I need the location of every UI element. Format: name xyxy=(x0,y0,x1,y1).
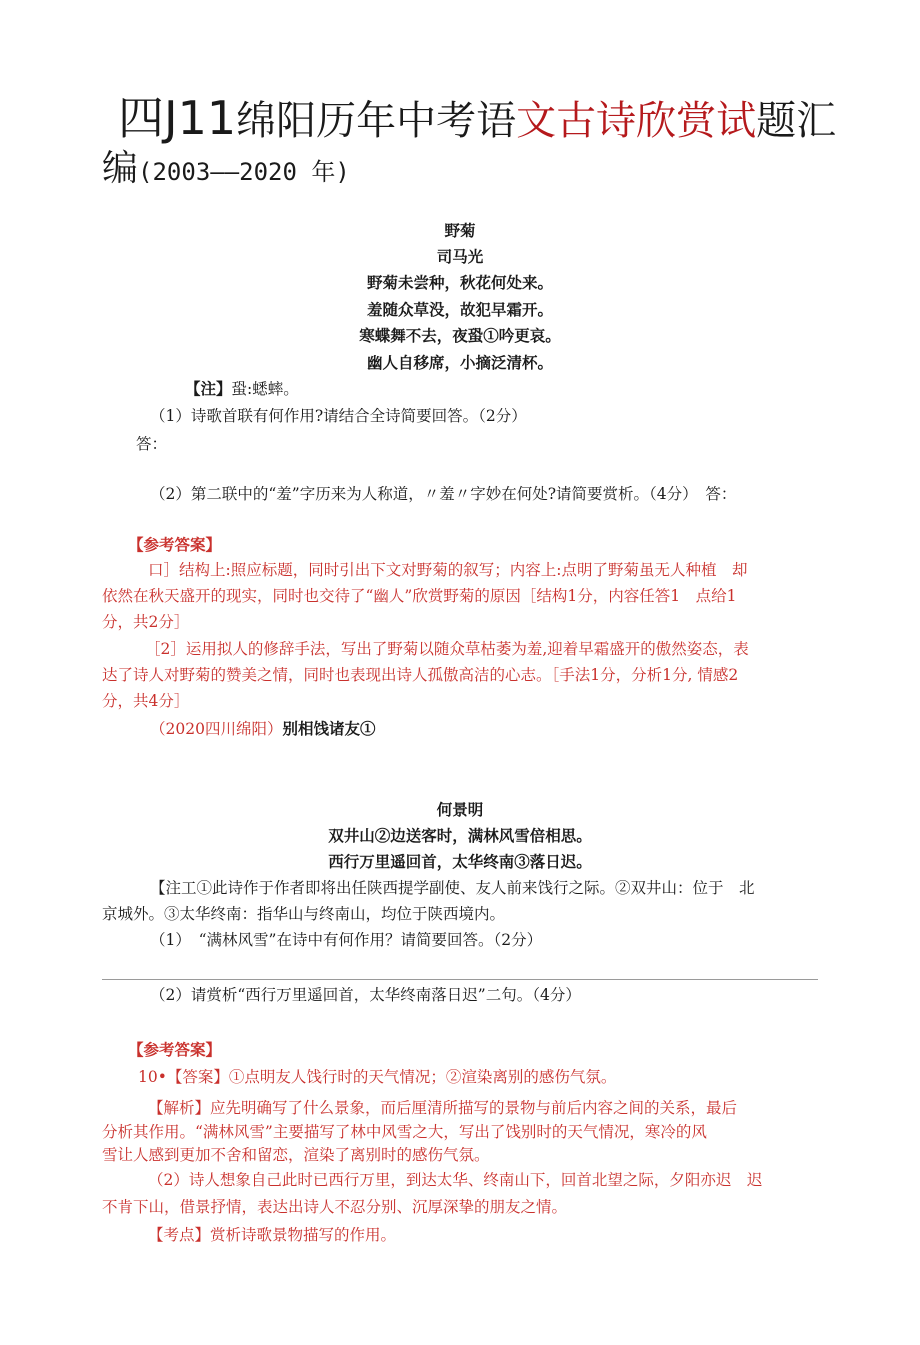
poem1-line-3: 寒蝶舞不去，夜蛩①吟更哀。 xyxy=(359,326,561,345)
poem2-note-line-1: 【注工①此诗作于作者即将出任陕西提学副使、友人前来饯行之际。②双井山：位于 北 xyxy=(150,879,755,897)
poem2-answer-1: 10•【答案】①点明友人饯行时的天气情况；②渲染离别的感伤气氛。 xyxy=(138,1068,617,1086)
poem2-note-line-2: 京城外。③太华终南：指华山与终南山，均位于陕西境内。 xyxy=(102,905,506,923)
poem1-line-1: 野菊未尝种，秋花何处来。 xyxy=(366,273,553,292)
poem2-title: 别相饯诸友① xyxy=(282,719,376,738)
poem2-question-2: （2）请赏析“西行万里遥回首，太华终南落日迟”二句。（4分） xyxy=(150,986,581,1004)
poem1-reference-label: 【参考答案】 xyxy=(128,535,222,554)
poem1-answer-1-line-2: 依然在秋天盛开的现实，同时也交待了“幽人”欣赏野菊的原因［结构1分，内容任答1 点给1 xyxy=(102,587,737,605)
poem1-note xyxy=(185,378,299,400)
poem1-answer-label: 答： xyxy=(136,435,168,453)
poem1-answer-2-line-2: 达了诗人对野菊的赞美之情，同时也表现出诗人孤傲高洁的心志。［手法1分，分析1分, 情感2 xyxy=(102,666,739,684)
poem1-answer-1-line-3: 分，共2分］ xyxy=(102,613,190,631)
title-part-3: 文古诗欣赏试 xyxy=(516,98,757,144)
title-part-2: 绵阳历年中考语 xyxy=(236,98,517,144)
poem2-analysis-line-3: 雪让人感到更加不舍和留恋，渲染了离别时的感伤气氛。 xyxy=(102,1146,490,1164)
divider-line xyxy=(102,979,818,980)
poem1-answer-1-line-1: 口］结构上:照应标题，同时引出下文对野菊的叙写；内容上:点明了野菊虽无人种植 却 xyxy=(148,561,748,579)
poem1-note-label: 【注】 xyxy=(185,379,232,398)
title-part-5: 编 xyxy=(102,148,139,189)
document-title-line2 xyxy=(102,146,350,195)
poem1-question-1: （1）诗歌首联有何作用?请结合全诗简要回答。（2分） xyxy=(150,407,527,425)
poem2-author: 何景明 xyxy=(436,800,484,819)
poem1-line-4: 幽人自移席，小摘泛清杯。 xyxy=(366,353,553,372)
poem2-heading xyxy=(150,718,375,740)
poem2-reference-label: 【参考答案】 xyxy=(128,1040,222,1059)
poem1-note-text: 蛩:蟋蟀。 xyxy=(231,380,299,398)
document-title xyxy=(118,92,836,147)
poem2-question-1: （1） “满林风雪”在诗中有何作用？请简要回答。（2分） xyxy=(150,931,543,949)
poem2-line-1: 双井山②边送客时，满林风雪倍相思。 xyxy=(328,826,592,845)
poem2-kaodian: 【考点】赏析诗歌景物描写的作用。 xyxy=(148,1226,397,1244)
poem1-title: 野菊 xyxy=(444,221,476,240)
title-part-1: 四J11 xyxy=(118,91,237,145)
poem2-analysis-line-1: 【解析】应先明确写了什么景象，而后厘清所描写的景物与前后内容之间的关系，最后 xyxy=(148,1099,738,1117)
poem1-answer-2-line-3: 分，共4分］ xyxy=(102,692,190,710)
poem2-answer-2-line-2: 不肯下山，借景抒情，表达出诗人不忍分别、沉厚深挚的朋友之情。 xyxy=(102,1198,568,1216)
title-part-4: 题汇 xyxy=(756,98,837,144)
poem2-source: （2020四川绵阳） xyxy=(150,720,283,738)
poem1-line-2: 羞随众草没，故犯早霜开。 xyxy=(366,300,553,319)
poem2-answer-2-line-1: （2）诗人想象自己此时已西行万里，到达太华、终南山下，回首北望之际，夕阳亦迟 迟 xyxy=(148,1171,763,1189)
poem1-answer-2-line-1: ［2］运用拟人的修辞手法，写出了野菊以随众草枯萎为羞,迎着早霜盛开的傲然姿态，表 xyxy=(145,640,749,658)
title-years: (2003——2020 年) xyxy=(138,158,350,186)
poem1-question-2: （2）第二联中的“羞”字历来为人称道，〃羞〃字妙在何处?请简要赏析。（4分） 答： xyxy=(150,485,737,503)
poem2-analysis-line-2: 分析其作用。“满林风雪”主要描写了林中风雪之大，写出了饯别时的天气情况，寒冷的风 xyxy=(102,1123,707,1141)
poem2-line-2: 西行万里遥回首，太华终南③落日迟。 xyxy=(328,852,592,871)
poem1-author: 司马光 xyxy=(436,247,484,266)
